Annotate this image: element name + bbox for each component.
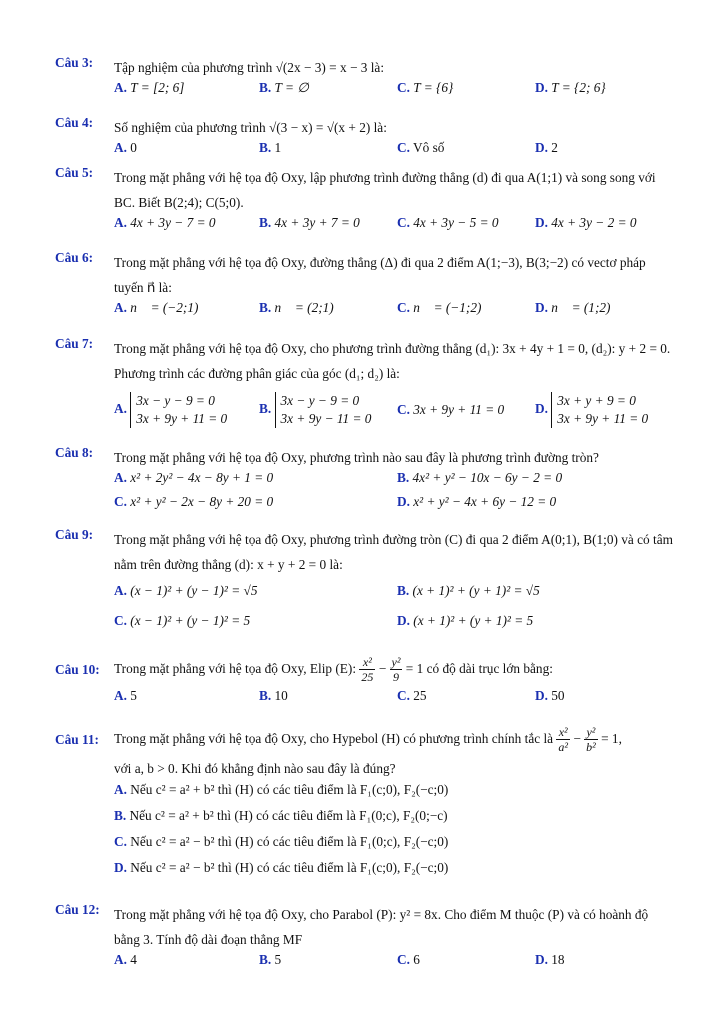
option-c[interactable]: C. Vô số: [397, 140, 445, 155]
question-stem: Trong mặt phẳng với hệ tọa độ Oxy, cho phương trình đường thẳng (d₁): 3x + 4y + 1 = 0, (d₂): y + 2 = 0. Phương trình các đường phân giác của góc (d₁; d₂) là:: [114, 341, 671, 381]
question-stem-cont: với a, b > 0. Khi đó khẳng định nào sau đây là đúng?: [114, 761, 396, 776]
option-d[interactable]: D. 2: [535, 140, 558, 155]
question-stem: Trong mặt phẳng với hệ tọa độ Oxy, đường thẳng (Δ) đi qua 2 điểm A(1;−3), B(3;−2) có vectơ pháp tuyến n⃗ là:: [114, 255, 646, 295]
fraction: $\frac{\text{x²}}{25}$: [361, 655, 374, 685]
question-number: Câu 6:: [55, 250, 94, 265]
fraction: $\frac{\text{x²}}{\text{a²}}$: [558, 725, 568, 755]
option-d[interactable]: D. T = {2; 6}: [535, 80, 606, 95]
option-a[interactable]: A. x² + 2y² − 4x − 8y + 1 = 0: [114, 470, 274, 485]
question-number: Câu 8:: [55, 445, 94, 460]
question-6: [55, 250, 675, 324]
question-10: [55, 652, 675, 712]
option-c[interactable]: C. 6: [397, 952, 420, 967]
question-number: Câu 11:: [55, 732, 99, 747]
option-d[interactable]: D. 50: [535, 688, 565, 703]
question-12: [55, 902, 675, 976]
option-c[interactable]: C. (x − 1)² + (y − 1)² = 5: [114, 613, 251, 628]
question-number: Câu 10:: [55, 662, 100, 677]
question-number: Câu 9:: [55, 527, 94, 542]
question-number: Câu 12:: [55, 902, 100, 917]
option-c[interactable]: C. x² + y² − 2x − 8y + 20 = 0: [114, 494, 274, 509]
option-d[interactable]: D. 4x + 3y − 2 = 0: [535, 215, 637, 230]
option-d[interactable]: D. x² + y² − 4x + 6y − 12 = 0: [397, 494, 557, 509]
question-3: [55, 55, 675, 104]
option-b[interactable]: B. 1: [259, 140, 282, 155]
question-5: [55, 165, 675, 239]
option-c[interactable]: C. n⃗ = (−1;2): [397, 300, 482, 315]
option-a[interactable]: A. 3x − y − 9 = 0 3x + 9y + 11 = 0: [114, 393, 228, 426]
option-d[interactable]: D. 3x + y + 9 = 0 3x + 9y + 11 = 0: [535, 393, 649, 426]
option-c[interactable]: C. 25: [397, 688, 427, 703]
option-b[interactable]: B. 10: [259, 688, 288, 703]
option-b[interactable]: B. (x + 1)² + (y + 1)² = √5: [397, 583, 540, 598]
question-stem: Số nghiệm của phương trình √(3 − x) = √(x + 2) là:: [114, 120, 387, 135]
question-9: [55, 527, 675, 637]
question-8: [55, 445, 675, 518]
option-d[interactable]: D. (x + 1)² + (y + 1)² = 5: [397, 613, 534, 628]
question-number: Câu 3:: [55, 55, 94, 70]
option-a[interactable]: A. T = [2; 6]: [114, 80, 185, 95]
fraction: $\frac{\text{y²}}{\text{b²}}$: [586, 725, 596, 755]
option-b[interactable]: B. 5: [259, 952, 282, 967]
question-stem: Tập nghiệm của phương trình √(2x − 3) = x − 3 là:: [114, 60, 385, 75]
question-7: [55, 336, 675, 434]
fraction: $\frac{\text{y²}}{9}$: [391, 655, 401, 685]
question-number: Câu 4:: [55, 115, 94, 130]
option-b[interactable]: B. n⃗ = (2;1): [259, 300, 334, 315]
question-number: Câu 5:: [55, 165, 94, 180]
option-d[interactable]: D. Nếu c² = a² − b² thì (H) có các tiêu điểm là F₁(c;0), F₂(−c;0): [114, 860, 449, 875]
option-a[interactable]: A. (x − 1)² + (y − 1)² = √5: [114, 583, 258, 598]
option-d[interactable]: D. 18: [535, 952, 565, 967]
question-11: [55, 722, 675, 886]
option-a[interactable]: A. n⃗ = (−2;1): [114, 300, 199, 315]
option-b[interactable]: B. 4x + 3y + 7 = 0: [259, 215, 360, 230]
option-b[interactable]: B. Nếu c² = a² + b² thì (H) có các tiêu điểm là F₁(0;c), F₂(0;−c): [114, 808, 448, 823]
option-a[interactable]: A. Nếu c² = a² + b² thì (H) có các tiêu điểm là F₁(c;0), F₂(−c;0): [114, 782, 449, 797]
question-4: [55, 115, 675, 164]
question-stem: Trong mặt phẳng với hệ tọa độ Oxy, phương trình đường tròn (C) đi qua 2 điểm A(0;1), B(1;0) và có tâm nằm trên đường thẳng (d): x + y + 2 = 0 là:: [114, 532, 673, 572]
option-b[interactable]: B. T = ∅: [259, 80, 309, 95]
option-d[interactable]: D. n⃗ = (1;2): [535, 300, 611, 315]
question-stem: Trong mặt phẳng với hệ tọa độ Oxy, cho Hypebol (H) có phương trình chính tắc là $\frac{\text{x²}}{\text{a²}}$ − $\frac{\text{y²}}{\text{b²}}$ = 1,: [114, 725, 622, 755]
option-c[interactable]: C. 3x + 9y + 11 = 0: [397, 402, 505, 417]
question-number: Câu 7:: [55, 336, 94, 351]
option-c[interactable]: C. T = {6}: [397, 80, 454, 95]
option-a[interactable]: A. 0: [114, 140, 137, 155]
question-stem: Trong mặt phẳng với hệ tọa độ Oxy, Elip (E): $\frac{\text{x²}}{25}$ − $\frac{\text{y²}}{9}$ = 1 có độ dài trục lớn bằng:: [114, 655, 553, 685]
option-b[interactable]: B. 3x − y − 9 = 0 3x + 9y − 11 = 0: [259, 393, 372, 426]
question-stem: Trong mặt phẳng với hệ tọa độ Oxy, phương trình nào sau đây là phương trình đường tròn?: [114, 450, 599, 465]
question-stem: Trong mặt phẳng với hệ tọa độ Oxy, cho Parabol (P): y² = 8x. Cho điểm M thuộc (P) và có hoành độ bằng 3. Tính độ dài đoạn thẳng MF: [114, 907, 649, 947]
option-c[interactable]: C. 4x + 3y − 5 = 0: [397, 215, 499, 230]
option-c[interactable]: C. Nếu c² = a² − b² thì (H) có các tiêu điểm là F₁(0;c), F₂(−c;0): [114, 834, 449, 849]
option-a[interactable]: A. 4x + 3y − 7 = 0: [114, 215, 216, 230]
option-a[interactable]: A. 5: [114, 688, 137, 703]
option-b[interactable]: B. 4x² + y² − 10x − 6y − 2 = 0: [397, 470, 563, 485]
question-stem: Trong mặt phẳng với hệ tọa độ Oxy, lập phương trình đường thẳng (d) đi qua A(1;1) và song song với BC. Biết B(2;4); C(5;0).: [114, 170, 656, 210]
option-a[interactable]: A. 4: [114, 952, 137, 967]
